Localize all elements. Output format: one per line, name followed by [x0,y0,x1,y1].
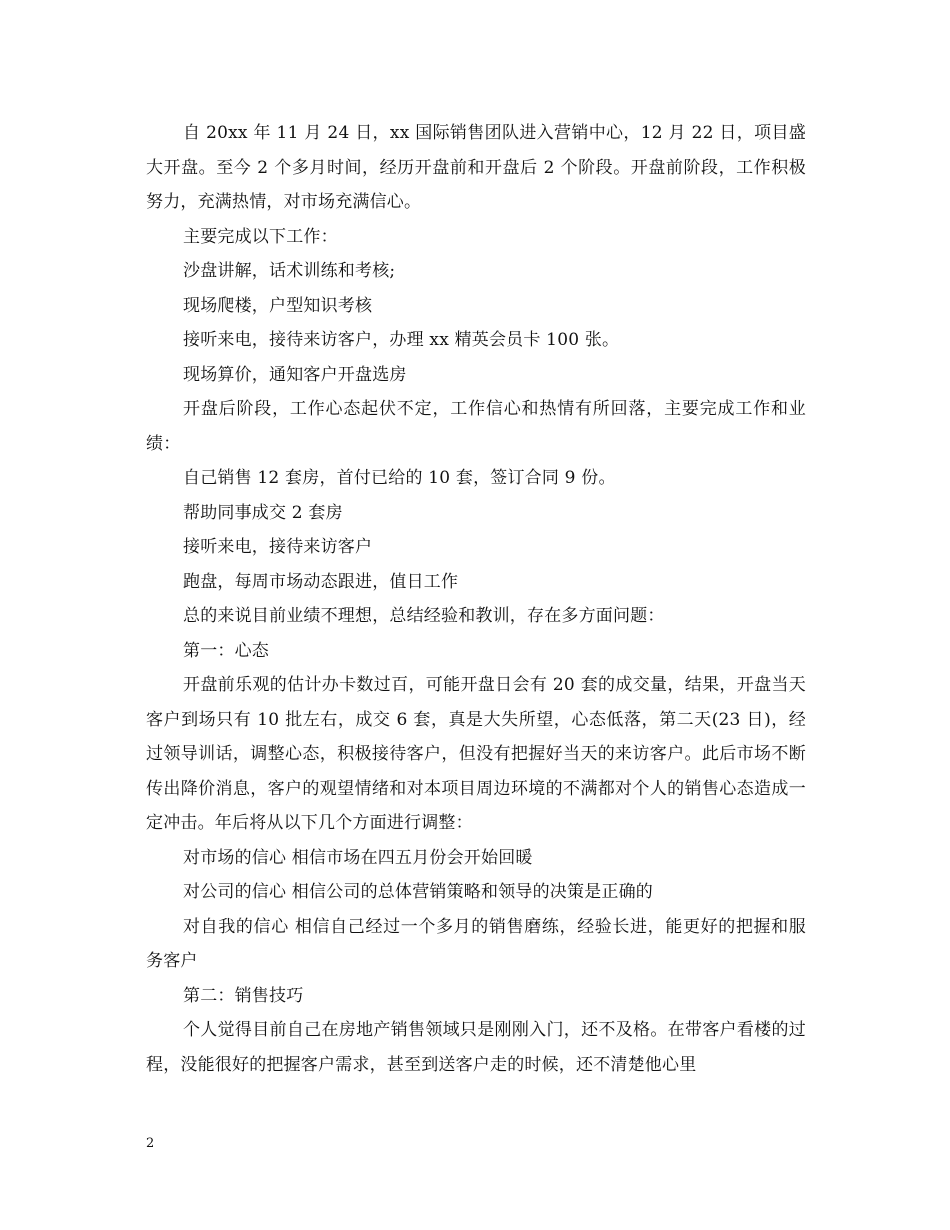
paragraph-result-sales: 自己销售 12 套房，首付已给的 10 套，签订合同 9 份。 [183,468,616,488]
paragraph-sales-skills-detail: 个人觉得目前自己在房地产销售领域只是刚刚入门，还不及格。在带客户看楼的过程，没能很好的把握客户需求，甚至到送客户走的时候，还不清楚他心里 [146,1020,806,1075]
section-heading-mindset: 第一：心态 [183,640,269,661]
paragraph-result-calls: 接听来电，接待来访客户 [183,537,373,557]
document-body [146,116,806,1082]
paragraph-confidence-market: 对市场的信心 相信市场在四五月份会开始回暖 [183,847,533,868]
paragraph-task-sandbox: 沙盘讲解，话术训练和考核; [183,261,396,281]
paragraph-main-tasks-heading: 主要完成以下工作： [183,226,338,247]
section-heading-sales-skills: 第二：销售技巧 [183,985,304,1006]
paragraph-confidence-company: 对公司的信心 相信公司的总体营销策略和领导的决策是正确的 [183,882,654,902]
page-number: 2 [146,1136,155,1151]
paragraph-result-market: 跑盘，每周市场动态跟进，值日工作 [183,571,459,592]
paragraph-result-help: 帮助同事成交 2 套房 [183,502,343,523]
paragraph-summary: 总的来说目前业绩不理想，总结经验和教训，存在多方面问题： [183,606,665,626]
paragraph-after-opening: 开盘后阶段，工作心态起伏不定，工作信心和热情有所回落，主要完成工作和业绩： [146,399,806,454]
paragraph-mindset-detail: 开盘前乐观的估计办卡数过百，可能开盘日会有 20 套的成交量，结果，开盘当天客户到场只有 10 批左右，成交 6 套，真是大失所望，心态低落，第二天(23 日)，经过领导训话，调整心态，积极接待客户，但没有把握好当天的来访客户。此后市场不断传出降价消息，客户的观望情绪和对本项目周边环境的不满都对个人的销售心态造成一定冲击。年后将从以下几个方面进行调整： [146,675,806,833]
paragraph-task-calls: 接听来电，接待来访客户，办理 xx 精英会员卡 100 张。 [183,330,620,350]
paragraph-task-site: 现场爬楼，户型知识考核 [183,295,373,316]
paragraph-intro: 自 20xx 年 11 月 24 日，xx 国际销售团队进入营销中心，12 月 22 日，项目盛大开盘。至今 2 个多月时间，经历开盘前和开盘后 2 个阶段。开盘前阶段，工作积极努力，充满热情，对市场充满信心。 [146,123,806,212]
paragraph-confidence-self: 对自我的信心 相信自己经过一个多月的销售磨练，经验长进，能更好的把握和服务客户 [146,916,806,971]
paragraph-task-pricing: 现场算价，通知客户开盘选房 [183,364,407,385]
